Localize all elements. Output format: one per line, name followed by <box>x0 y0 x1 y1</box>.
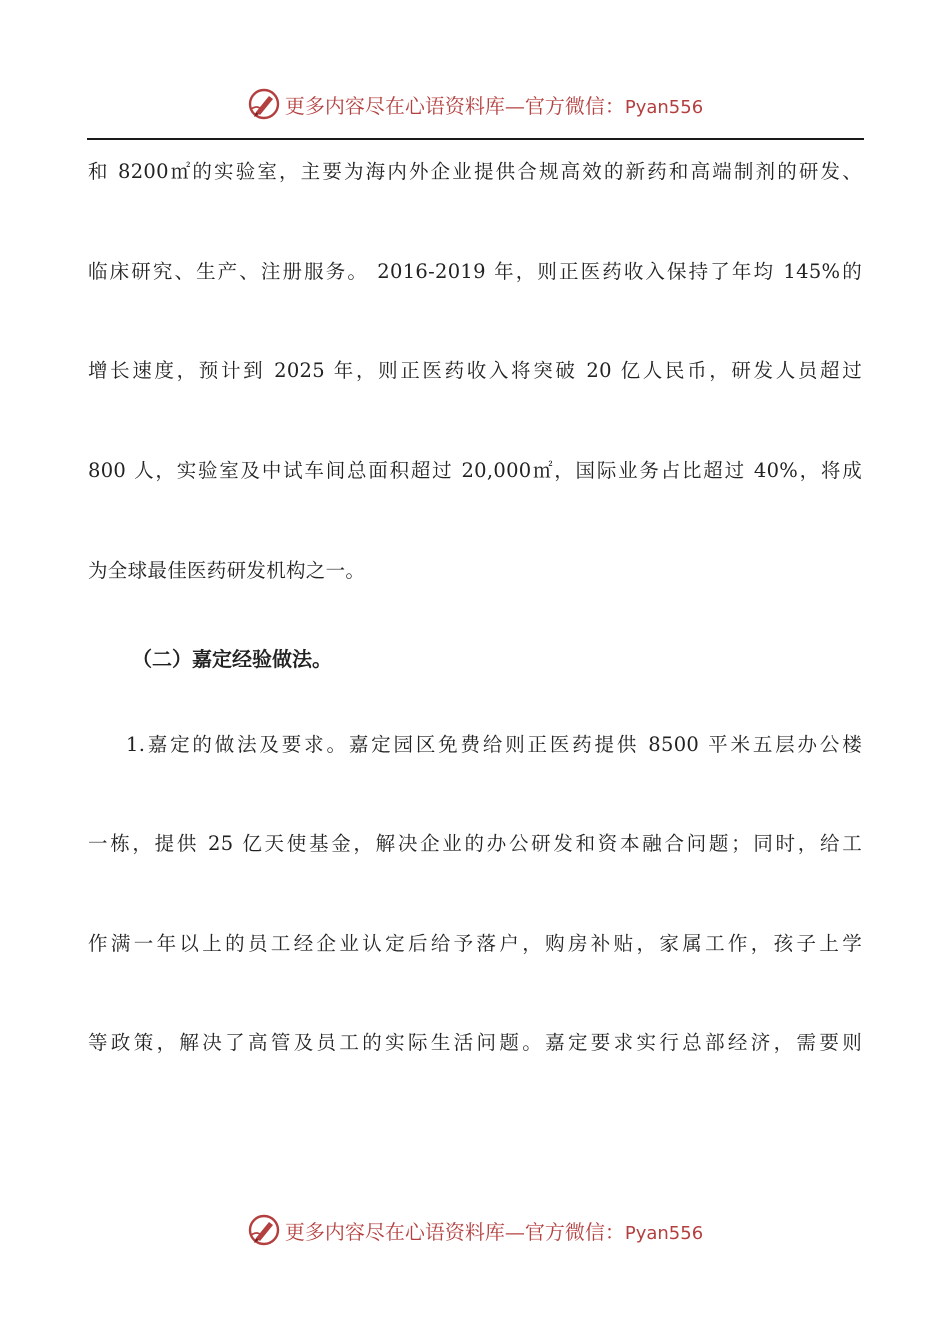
header-banner <box>0 84 950 124</box>
header-banner-text <box>285 90 703 119</box>
section-heading: （二）嘉定经验做法。 <box>132 647 332 671</box>
para1-line-1: 和 8200㎡的实验室，主要为海内外企业提供合规高效的新药和高端制剂的研发、 <box>88 160 862 183</box>
para1-line-4: 800 人，实验室及中试车间总面积超过 20,000㎡，国际业务占比超过 40%，将成 <box>88 459 862 482</box>
para2-line-2: 一栋，提供 25 亿天使基金，解决企业的办公研发和资本融合问题；同时，给工 <box>88 832 862 855</box>
pen-logo-icon <box>247 1213 281 1247</box>
para2-line-3: 作满一年以上的员工经企业认定后给予落户，购房补贴，家属工作，孩子上学 <box>88 932 862 955</box>
para2-line-1: 1.嘉定的做法及要求。嘉定园区免费给则正医药提供 8500 平米五层办公楼 <box>126 733 862 756</box>
footer-banner-main: 更多内容尽在心语资料库 <box>284 1219 505 1244</box>
footer-wechat-id: Pyan556 <box>624 1222 704 1244</box>
header-divider <box>87 138 864 140</box>
para2-line-4: 等政策，解决了高管及员工的实际生活问题。嘉定要求实行总部经济，需要则 <box>88 1031 862 1054</box>
para1-line-2: 临床研究、生产、注册服务。 2016-2019 年，则正医药收入保持了年均 145%的 <box>88 260 862 283</box>
header-wechat-label: 官方微信： <box>524 93 625 118</box>
para1-line-5: 为全球最佳医药研发机构之一。 <box>88 559 366 582</box>
footer-wechat-label: 官方微信： <box>524 1219 625 1244</box>
para1-line-3: 增长速度，预计到 2025 年，则正医药收入将突破 20 亿人民币，研发人员超过 <box>88 359 862 382</box>
header-banner-dash: — <box>504 93 525 118</box>
footer-banner-text <box>285 1216 703 1245</box>
footer-banner <box>0 1210 950 1250</box>
header-wechat-id: Pyan556 <box>624 96 704 118</box>
pen-logo-icon <box>247 87 281 121</box>
header-banner-main: 更多内容尽在心语资料库 <box>284 93 505 118</box>
footer-banner-dash: — <box>504 1219 525 1244</box>
